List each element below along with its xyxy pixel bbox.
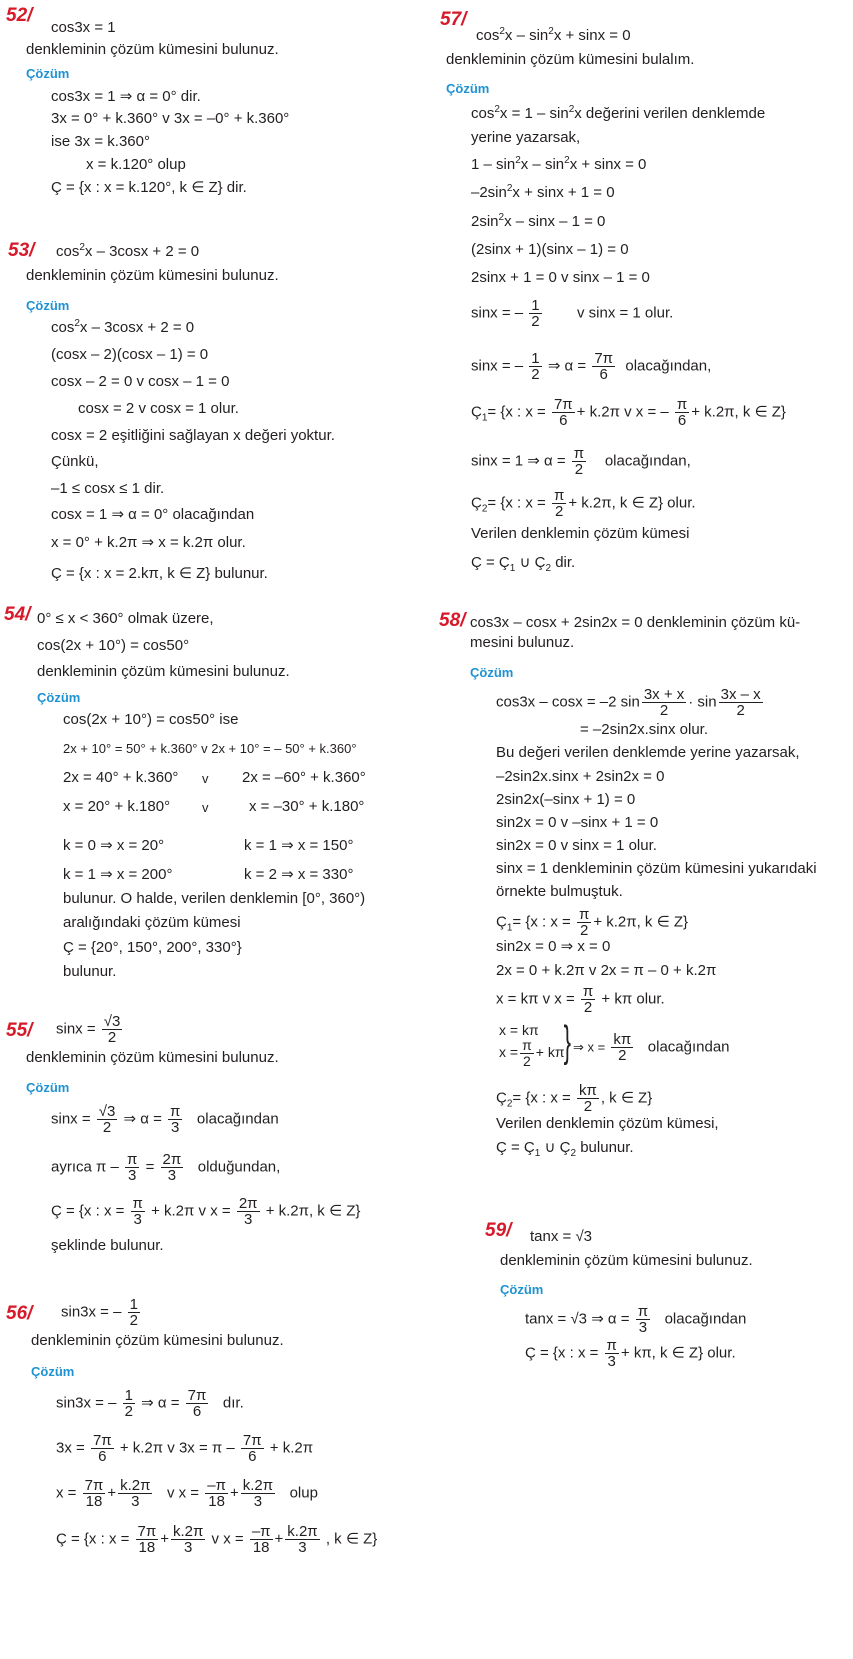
problem-53-question: denkleminin çözüm kümesini bulunuz. (26, 267, 279, 284)
solution-line: cos(2x + 10°) = cos50° ise (63, 711, 239, 728)
solution-line: –1 ≤ cosx ≤ 1 dir. (51, 480, 165, 497)
solution-line: bulunur. (63, 963, 117, 980)
solution-line: $Ç_1= \{x$ : x = $\frac{\pi}{2}$ + k.2π, k ∈ Z} (496, 906, 689, 939)
solution-line: $-2\sin^2x + \sin x + 1 = 0$ (471, 183, 615, 201)
problem-number-53: 53/ (8, 240, 35, 261)
solution-line: = –2sin2x.sinx olur. (580, 721, 708, 738)
solution-line: 2x + 10° = 50° + k.360° v 2x + 10° = – 50° + k.360° (63, 741, 357, 756)
solution-line: sinx = – $\frac{1}{2}$ ⇒ α = $\frac{7\pi}{6}$ olacağından, (471, 350, 712, 383)
problem-number-54: 54/ (4, 604, 31, 625)
solution-label: Çözüm (26, 1080, 70, 1095)
solution-line: v (202, 771, 209, 786)
solution-label: Çözüm (500, 1282, 544, 1297)
solution-line: v (202, 800, 209, 815)
solution-line: şeklinde bulunur. (51, 1237, 164, 1254)
solution-label: Çözüm (26, 66, 70, 81)
solution-line: (2sinx + 1)(sinx – 1) = 0 (471, 241, 629, 258)
problem-54-equation: cos(2x + 10°) = cos50° (37, 637, 190, 654)
problem-57-question: denkleminin çözüm kümesini bulalım. (446, 51, 695, 68)
solution-label: Çözüm (446, 81, 490, 96)
problem-54-question: denkleminin çözüm kümesini bulunuz. (37, 663, 290, 680)
problem-59-question: denkleminin çözüm kümesini bulunuz. (500, 1252, 753, 1269)
solution-line: aralığındaki çözüm kümesi (63, 914, 241, 931)
solution-line: Ç = {x : x = $\frac{7\pi}{18}$ + $\frac{k.2\pi}{3}$ v x = $\frac{-\pi}{18}$ + $\frac{k.2\pi}{3}$ , k ∈ Z} (56, 1523, 378, 1556)
problem-56-question: denkleminin çözüm kümesini bulunuz. (31, 1332, 284, 1349)
solution-line: Ç = {20°, 150°, 200°, 330°} (63, 939, 242, 956)
solution-line: x = kπ v x = $\frac{\pi}{2}$ + kπ olur. (496, 983, 665, 1016)
solution-label: Çözüm (31, 1364, 75, 1379)
solution-line: k = 2 ⇒ x = 330° (244, 866, 354, 883)
solution-line: (cosx – 2)(cosx – 1) = 0 (51, 346, 209, 363)
solution-line: x = –30° + k.180° (249, 798, 365, 815)
solution-line: –2sin2x.sinx + 2sin2x = 0 (496, 768, 665, 785)
problem-number-52: 52/ (6, 5, 33, 26)
solution-line: sin3x = – $\frac{1}{2}$ ⇒ α = $\frac{7\pi}{6}$ dır. (56, 1387, 244, 1420)
problem-number-57: 57/ (440, 9, 467, 30)
solution-line: $2\sin^2x - \sin x - 1 = 0$ (471, 212, 606, 230)
problem-55-equation: sinx = $\frac{√3}{2}$ (56, 1013, 121, 1046)
solution-line: $Ç_2= \{x$ : x = $\frac{k\pi}{2}$ , k ∈ Z} (496, 1082, 653, 1115)
solution-line: sinx = 1 denkleminin çözüm kümesini yukarıdaki (496, 860, 817, 877)
solution-line: 3x = 0° + k.360° v 3x = –0° + k.360° (51, 110, 290, 127)
problem-number-58: 58/ (439, 610, 466, 631)
problem-number-55: 55/ (6, 1020, 33, 1041)
problem-56-equation: sin3x = – $\frac{1}{2}$ (61, 1296, 138, 1329)
solution-line: ayrıca π – $\frac{\pi}{3}$ = $\frac{2\pi}{3}$ olduğundan, (51, 1151, 281, 1184)
problem-59-equation: tanx = √3 (530, 1228, 593, 1245)
problem-52-equation: cos3x = 1 (51, 19, 116, 36)
solution-line: Bu değeri verilen denklemde yerine yazarsak, (496, 744, 800, 761)
solution-line: 2sin2x(–sinx + 1) = 0 (496, 791, 636, 808)
solution-line: sin2x = 0 v –sinx + 1 = 0 (496, 814, 659, 831)
solution-line: 2sinx + 1 = 0 v sinx – 1 = 0 (471, 269, 650, 286)
problem-57-equation: $\cos^2x - \sin^2x + \sin x = 0$ (476, 26, 631, 44)
solution-line: x = 20° + k.180° (63, 798, 171, 815)
problem-52-question: denkleminin çözüm kümesini bulunuz. (26, 41, 279, 58)
solution-line: $Ç_2= \{x$ : x = $\frac{\pi}{2}$ + k.2π, k ∈ Z} olur. (471, 487, 696, 520)
solution-line: Ç = $Ç_1$ ∪ $Ç_2$ dir. (471, 554, 576, 574)
problem-58-question: cos3x – cosx + 2sin2x = 0 denkleminin çözüm kü- (470, 614, 801, 631)
solution-line: ise 3x = k.360° (51, 133, 150, 150)
solution-line: Verilen denklemin çözüm kümesi (471, 525, 690, 542)
solution-line: Ç = {x : x = $\frac{\pi}{3}$ + k.2π v x = $\frac{2\pi}{3}$ + k.2π, k ∈ Z} (51, 1195, 361, 1228)
solution-line: 2x = –60° + k.360° (242, 769, 366, 786)
problem-number-59: 59/ (485, 1220, 512, 1241)
solution-line: Çünkü, (51, 453, 99, 470)
solution-label: Çözüm (470, 665, 514, 680)
solution-line: $1 - \sin^2x - \sin^2x + \sin x = 0$ (471, 155, 647, 173)
solution-line: cos3x – cosx = –2 sin $\frac{3x + x}{2}$ · sin $\frac{3x - x}{2}$ (496, 686, 761, 719)
solution-line: 2x = 0 + k.2π v 2x = π – 0 + k.2π (496, 962, 717, 979)
solution-line: cosx = 1 ⇒ α = 0° olacağından (51, 506, 255, 523)
solution-line: Ç = {x : x = $\frac{\pi}{3}$ + kπ, k ∈ Z} olur. (525, 1337, 736, 1370)
solution-line: $\cos^2x = 1 - \sin^2x$ değerini verilen denklemde (471, 104, 766, 122)
solution-line: ⇒ x = $\frac{k\pi}{2}$ olacağından (573, 1031, 730, 1064)
solution-line: sinx = $\frac{√3}{2}$ ⇒ α = $\frac{\pi}{3}$ olacağından (51, 1103, 279, 1136)
solution-line: 2x = 40° + k.360° (63, 769, 179, 786)
solution-line: örnekte bulmuştuk. (496, 883, 623, 900)
solution-label: Çözüm (26, 298, 70, 313)
solution-line: Ç = {x : x = k.120°, k ∈ Z} dir. (51, 179, 247, 196)
solution-line: Ç = $Ç_1$ ∪ $Ç_2$ bulunur. (496, 1139, 634, 1159)
solution-line: $Ç_1= \{x$ : x = $\frac{7\pi}{6}$ + k.2π v x = – $\frac{\pi}{6}$ + k.2π, k ∈ Z} (471, 396, 786, 429)
problem-54-condition: 0° ≤ x < 360° olmak üzere, (37, 610, 214, 627)
solution-line: cosx – 2 = 0 v cosx – 1 = 0 (51, 373, 230, 390)
solution-line: x = $\frac{\pi}{2}$ + kπ (499, 1037, 565, 1069)
problem-number-56: 56/ (6, 1303, 33, 1324)
solution-line: x = k.120° olup (86, 156, 186, 173)
solution-line: cosx = 2 v cosx = 1 olur. (78, 400, 239, 417)
problem-55-question: denkleminin çözüm kümesini bulunuz. (26, 1049, 279, 1066)
solution-line: sinx = – $\frac{1}{2}$ v sinx = 1 olur. (471, 297, 674, 330)
solution-line: bulunur. O halde, verilen denklemin [0°, 360°) (63, 890, 366, 907)
solution-label: Çözüm (37, 690, 81, 705)
solution-line: cosx = 2 eşitliğini sağlayan x değeri yoktur. (51, 427, 335, 444)
solution-line: sin2x = 0 v sinx = 1 olur. (496, 837, 657, 854)
solution-line: 3x = $\frac{7\pi}{6}$ + k.2π v 3x = π – $\frac{7\pi}{6}$ + k.2π (56, 1432, 314, 1465)
problem-53-equation: $\cos^2x - 3\cos x + 2 = 0$ (56, 242, 200, 260)
solution-line: x = 0° + k.2π ⇒ x = k.2π olur. (51, 534, 246, 551)
solution-line: sinx = 1 ⇒ α = $\frac{\pi}{2}$ olacağından, (471, 445, 691, 478)
solution-line: Ç = {x : x = 2.kπ, k ∈ Z} bulunur. (51, 565, 268, 582)
solution-line: x = kπ (499, 1022, 539, 1038)
solution-line: cos3x = 1 ⇒ α = 0° dir. (51, 88, 201, 105)
brace-icon: } (563, 1017, 572, 1066)
solution-line: yerine yazarsak, (471, 129, 581, 146)
solution-line: sin2x = 0 ⇒ x = 0 (496, 938, 611, 955)
solution-line: k = 1 ⇒ x = 150° (244, 837, 354, 854)
solution-line: tanx = √3 ⇒ α = $\frac{\pi}{3}$ olacağından (525, 1303, 747, 1336)
solution-line: k = 0 ⇒ x = 20° (63, 837, 165, 854)
solution-line: $\cos^2x - 3\cos x + 2 = 0$ (51, 318, 195, 336)
solution-line: x = $\frac{7\pi}{18}$ + $\frac{k.2\pi}{3}$ v x = $\frac{-\pi}{18}$ + $\frac{k.2\pi}{3}$ olup (56, 1477, 318, 1510)
solution-line: Verilen denklemin çözüm kümesi, (496, 1115, 719, 1132)
problem-58-question: mesini bulunuz. (470, 634, 575, 651)
solution-line: k = 1 ⇒ x = 200° (63, 866, 173, 883)
